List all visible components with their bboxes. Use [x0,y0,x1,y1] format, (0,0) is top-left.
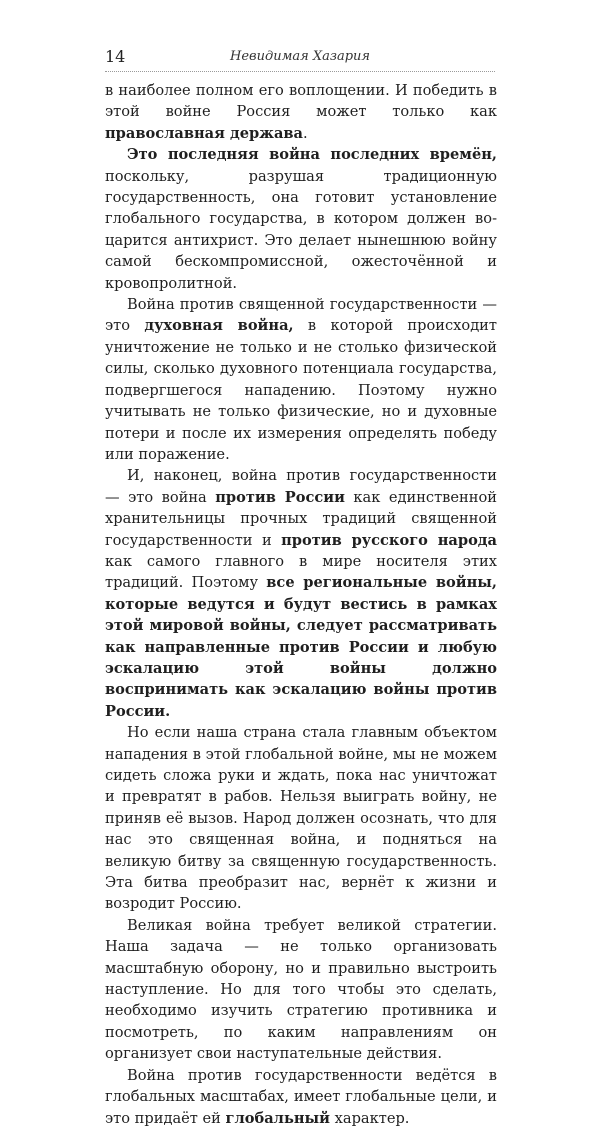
text-run: поскольку, разрушая традиционную государственность, она готовит установление глобального государства, в котором должен воцарится антихрист. Это делает нынешнюю войну самой бескомпромиссной, ожесточённой и кровопролитной. [105,167,497,292]
bold-text-run: против России [215,488,345,506]
text-run: как единственной хранительницы прочных традиций священной государственности и [105,488,497,549]
paragraph [105,144,497,294]
text-run: . [303,124,308,142]
paragraph [105,80,497,144]
text-run: в наиболее полном его воплощении. И победить в этой войне Россия может только как [105,82,497,121]
paragraph [105,465,497,722]
text-run: как самого главного в мире носителя этих традиций. Поэтому [105,552,497,592]
bold-text-run: Это последняя война последних времён, [127,146,497,164]
paragraph [105,1065,497,1129]
paragraph [105,915,497,1065]
paragraph [105,294,497,465]
page-header [105,45,495,72]
body-text [105,80,497,1129]
text-run: в которой происходит уничтожение не только и не столько физической силы, сколько духовного потенциала государства, подвергшегося нападению. Поэтому нужно учитывать не только физические, но и духовные потери и после их измерения определять победу или поражение. [105,317,497,463]
text-run: И, наконец, война против государственности — это война [105,467,497,506]
running-title: Невидимая Хазария [230,49,370,64]
page-number: 14 [105,47,126,66]
bold-text-run: все региональные войны, которые ведутся и будут вестись в рамках этой мировой войны, следует рассматривать как направленные против России и любую эскалацию этой войны должно воспринимать как эскалацию войны против России. [105,574,497,720]
bold-text-run: глобальный [225,1109,331,1127]
bold-text-run: духовная война, [144,317,294,335]
paragraph [105,722,497,915]
bold-text-run: православная держава [105,124,303,142]
text-run: Но если наша страна стала главным объектом нападения в этой глобальной войне, мы не можем сидеть сложа руки и ждать, пока нас уничтожат и превратят в рабов. Нельзя выиграть войну, не приняв её вызов. Народ должен осознать, что для нас это священная война, и подняться на великую битву за священную государственность. Эта битва преобразит нас, вернёт к жизни и возродит Россию. [105,724,497,913]
text-run: Великая война требует великой стратегии. Наша задача — не только организовать масштабную оборону, но и правильно выстроить наступление. Но для того чтобы это сделать, необходимо изучить стратегию противника и посмотреть, по каким направлениям он организует свои наступательные действия. [105,916,497,1063]
text-run: Война против священной государственности — это [105,296,497,335]
text-run: характер. [330,1109,410,1127]
text-run: Война против государственности ведётся в глобальных масштабах, имеет глобальные цели, и это придаёт ей [105,1066,497,1127]
bold-text-run: против русского народа [281,531,497,549]
